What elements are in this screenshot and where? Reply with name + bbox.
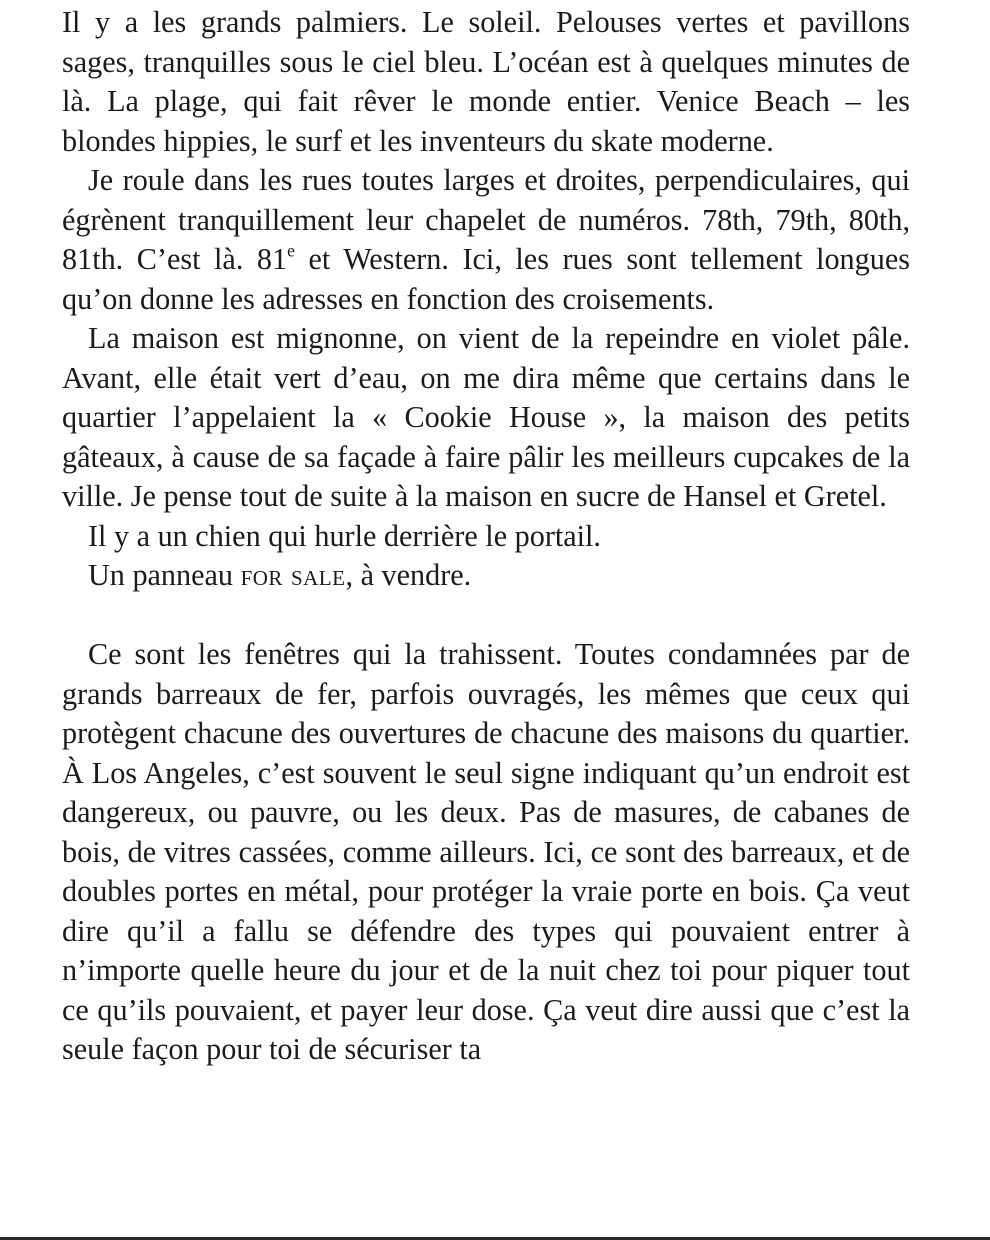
- book-page: [62, 3, 910, 1070]
- section-break: [62, 596, 910, 636]
- paragraph-sign-text-after: , à vendre.: [345, 558, 472, 592]
- paragraph-sign: [62, 556, 910, 596]
- paragraph-palm-trees: Il y a les grands palmiers. Le soleil. Pelouses vertes et pavillons sages, tranquilles sous le ciel bleu. L’océan est à quelques minutes de là. La plage, qui fait rêver le monde entier. Venice Beach – les blondes hippies, le surf et les inventeurs du skate moderne.: [62, 5, 910, 158]
- paragraph-streets-text-after: et Western. Ici, les rues sont tellement longues qu’on donne les adresses en fonction des croisements.: [62, 242, 910, 316]
- paragraph-sign-text-before: Un panneau: [88, 558, 241, 592]
- paragraph-house: La maison est mignonne, on vient de la repeindre en violet pâle. Avant, elle était vert d’eau, on me dira même que certains dans le quartier l’appelaient la « Cookie House », la maison des petits gâteaux, à cause de sa façade à faire pâlir les meilleurs cupcakes de la ville. Je pense tout de suite à la maison en sucre de Hansel et Gretel.: [62, 321, 910, 513]
- paragraph-streets: [62, 161, 910, 319]
- paragraph-windows: Ce sont les fenêtres qui la trahissent. Toutes condamnées par de grands barreaux de fer, parfois ouvragés, les mêmes que ceux qui protègent chacune des ouvertures de chacune des maisons du quartier. À Los Angeles, c’est souvent le seul signe indiquant qu’un endroit est dangereux, ou pauvre, ou les deux. Pas de masures, de cabanes de bois, de vitres cassées, comme ailleurs. Ici, ce sont des barreaux, et de doubles portes en métal, pour protéger la vraie porte en bois. Ça veut dire qu’il a fallu se défendre des types qui pouvaient entrer à n’importe quelle heure du jour et de la nuit chez toi pour piquer tout ce qu’ils pouvaient, et payer leur dose. Ça veut dire aussi que c’est la seule façon pour toi de sécuriser ta: [62, 637, 910, 1066]
- paragraph-streets-text-before: Je roule dans les rues toutes larges et droites, perpendiculaires, qui égrènent tranquillement leur chapelet de numéros. 78th, 79th, 80th, 81th. C’est là. 81: [62, 163, 910, 276]
- paragraph-dog: Il y a un chien qui hurle derrière le portail.: [88, 518, 601, 553]
- for-sale-small-caps: for sale: [240, 558, 346, 592]
- ordinal-superscript: e: [287, 240, 295, 261]
